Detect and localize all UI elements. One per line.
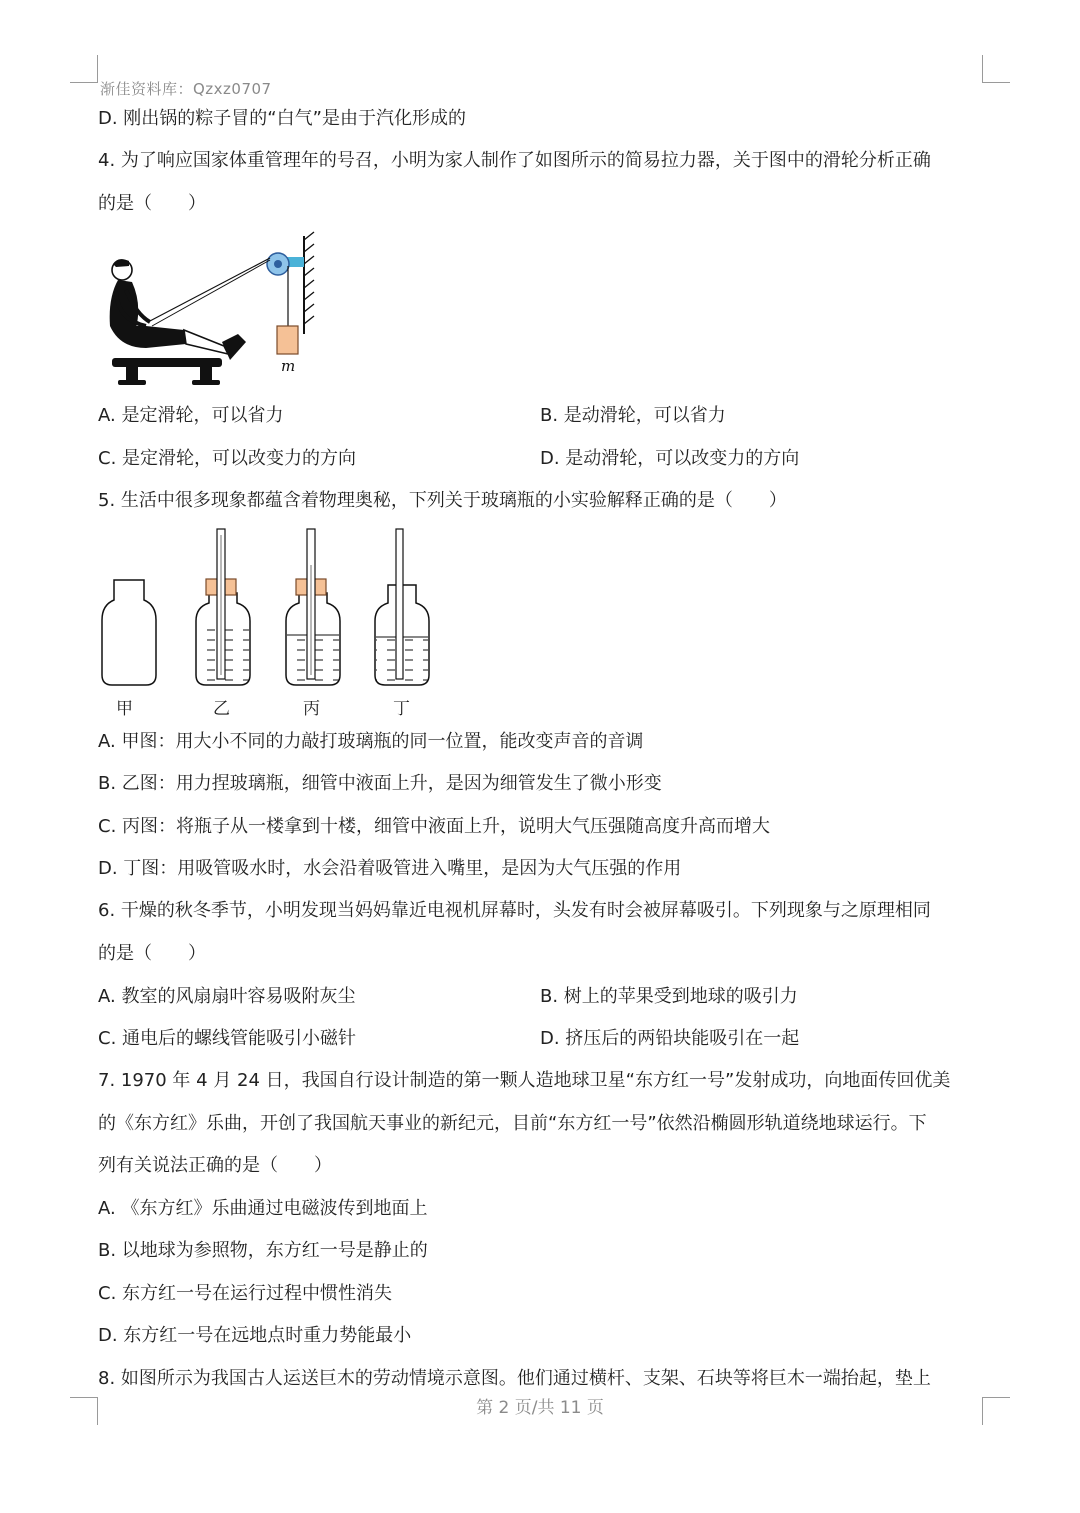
person-figure bbox=[110, 259, 246, 360]
q6-option-d: D. 挤压后的两铅块能吸引在一起 bbox=[540, 1028, 800, 1049]
q6-option-c: C. 通电后的螺线管能吸引小磁针 bbox=[98, 1028, 357, 1049]
q7-option-d: D. 东方红一号在远地点时重力势能最小 bbox=[98, 1325, 412, 1346]
q7-option-a: A. 《东方红》乐曲通过电磁波传到地面上 bbox=[98, 1198, 428, 1219]
crop-mark-top-right-h bbox=[982, 82, 1010, 83]
bottle-jia bbox=[102, 580, 156, 685]
q7-option-c: C. 东方红一号在运行过程中惯性消失 bbox=[98, 1283, 393, 1304]
crop-mark-top-right bbox=[982, 55, 983, 83]
page-footer: 第 2 页/共 11 页 bbox=[476, 1398, 604, 1418]
q4-option-b: B. 是动滑轮，可以省力 bbox=[540, 405, 726, 426]
glass-bottles-figure bbox=[96, 525, 456, 720]
bottle-label-ding: 丁 bbox=[393, 699, 410, 719]
page-header: 渐佳资料库：Qzxz0707 bbox=[100, 80, 272, 98]
crop-mark-top-left bbox=[97, 55, 98, 83]
q7-option-b: B. 以地球为参照物，东方红一号是静止的 bbox=[98, 1240, 428, 1261]
weight-block bbox=[277, 326, 298, 354]
q6-stem-line1: 6. 干燥的秋冬季节，小明发现当妈妈靠近电视机屏幕时，头发有时会被屏幕吸引。下列现象与之原理相同 bbox=[98, 900, 931, 921]
weight-label: m bbox=[281, 357, 296, 375]
q5-option-c: C. 丙图：将瓶子从一楼拿到十楼，细管中液面上升，说明大气压强随高度升高而增大 bbox=[98, 816, 771, 837]
q4-option-a: A. 是定滑轮，可以省力 bbox=[98, 405, 284, 426]
q7-stem-line3: 列有关说法正确的是（ ） bbox=[98, 1155, 332, 1176]
pulley-exerciser-figure bbox=[96, 230, 336, 390]
q4-stem-line1: 4. 为了响应国家体重管理年的号召，小明为家人制作了如图所示的简易拉力器，关于图中的滑轮分析正确 bbox=[98, 150, 931, 171]
q4-option-c: C. 是定滑轮，可以改变力的方向 bbox=[98, 448, 357, 469]
q3-option-d: D. 刚出锅的粽子冒的“白气”是由于汽化形成的 bbox=[98, 108, 466, 129]
q6-option-b: B. 树上的苹果受到地球的吸引力 bbox=[540, 986, 798, 1007]
bottle-label-jia: 甲 bbox=[116, 699, 133, 719]
q5-option-d: D. 丁图：用吸管吸水时，水会沿着吸管进入嘴里，是因为大气压强的作用 bbox=[98, 858, 682, 879]
q7-stem-line2: 的《东方红》乐曲，开创了我国航天事业的新纪元，目前“东方红一号”依然沿椭圆形轨道绕地球运行。下 bbox=[98, 1113, 927, 1134]
q5-stem: 5. 生活中很多现象都蕴含着物理奥秘，下列关于玻璃瓶的小实验解释正确的是（ ） bbox=[98, 490, 787, 511]
q8-stem-line1: 8. 如图所示为我国古人运送巨木的劳动情境示意图。他们通过横杆、支架、石块等将巨木一端抬起，垫上 bbox=[98, 1368, 931, 1389]
q6-option-a: A. 教室的风扇扇叶容易吸附灰尘 bbox=[98, 986, 356, 1007]
q5-option-a: A. 甲图：用大小不同的力敲打玻璃瓶的同一位置，能改变声音的音调 bbox=[98, 731, 644, 752]
q4-stem-line2: 的是（ ） bbox=[98, 193, 206, 214]
bottle-label-bing: 丙 bbox=[303, 699, 320, 719]
crop-mark-top-left-h bbox=[70, 82, 98, 83]
bench-seat bbox=[112, 358, 222, 367]
bottle-label-yi: 乙 bbox=[213, 699, 230, 719]
q4-option-d: D. 是动滑轮，可以改变力的方向 bbox=[540, 448, 800, 469]
q6-stem-line2: 的是（ ） bbox=[98, 943, 206, 964]
q7-stem-line1: 7. 1970 年 4 月 24 日，我国自行设计制造的第一颗人造地球卫星“东方红一号”发射成功，向地面传回优美 bbox=[98, 1070, 951, 1091]
straw-ding bbox=[396, 529, 403, 679]
q5-option-b: B. 乙图：用力捏玻璃瓶，细管中液面上升，是因为细管发生了微小形变 bbox=[98, 773, 662, 794]
